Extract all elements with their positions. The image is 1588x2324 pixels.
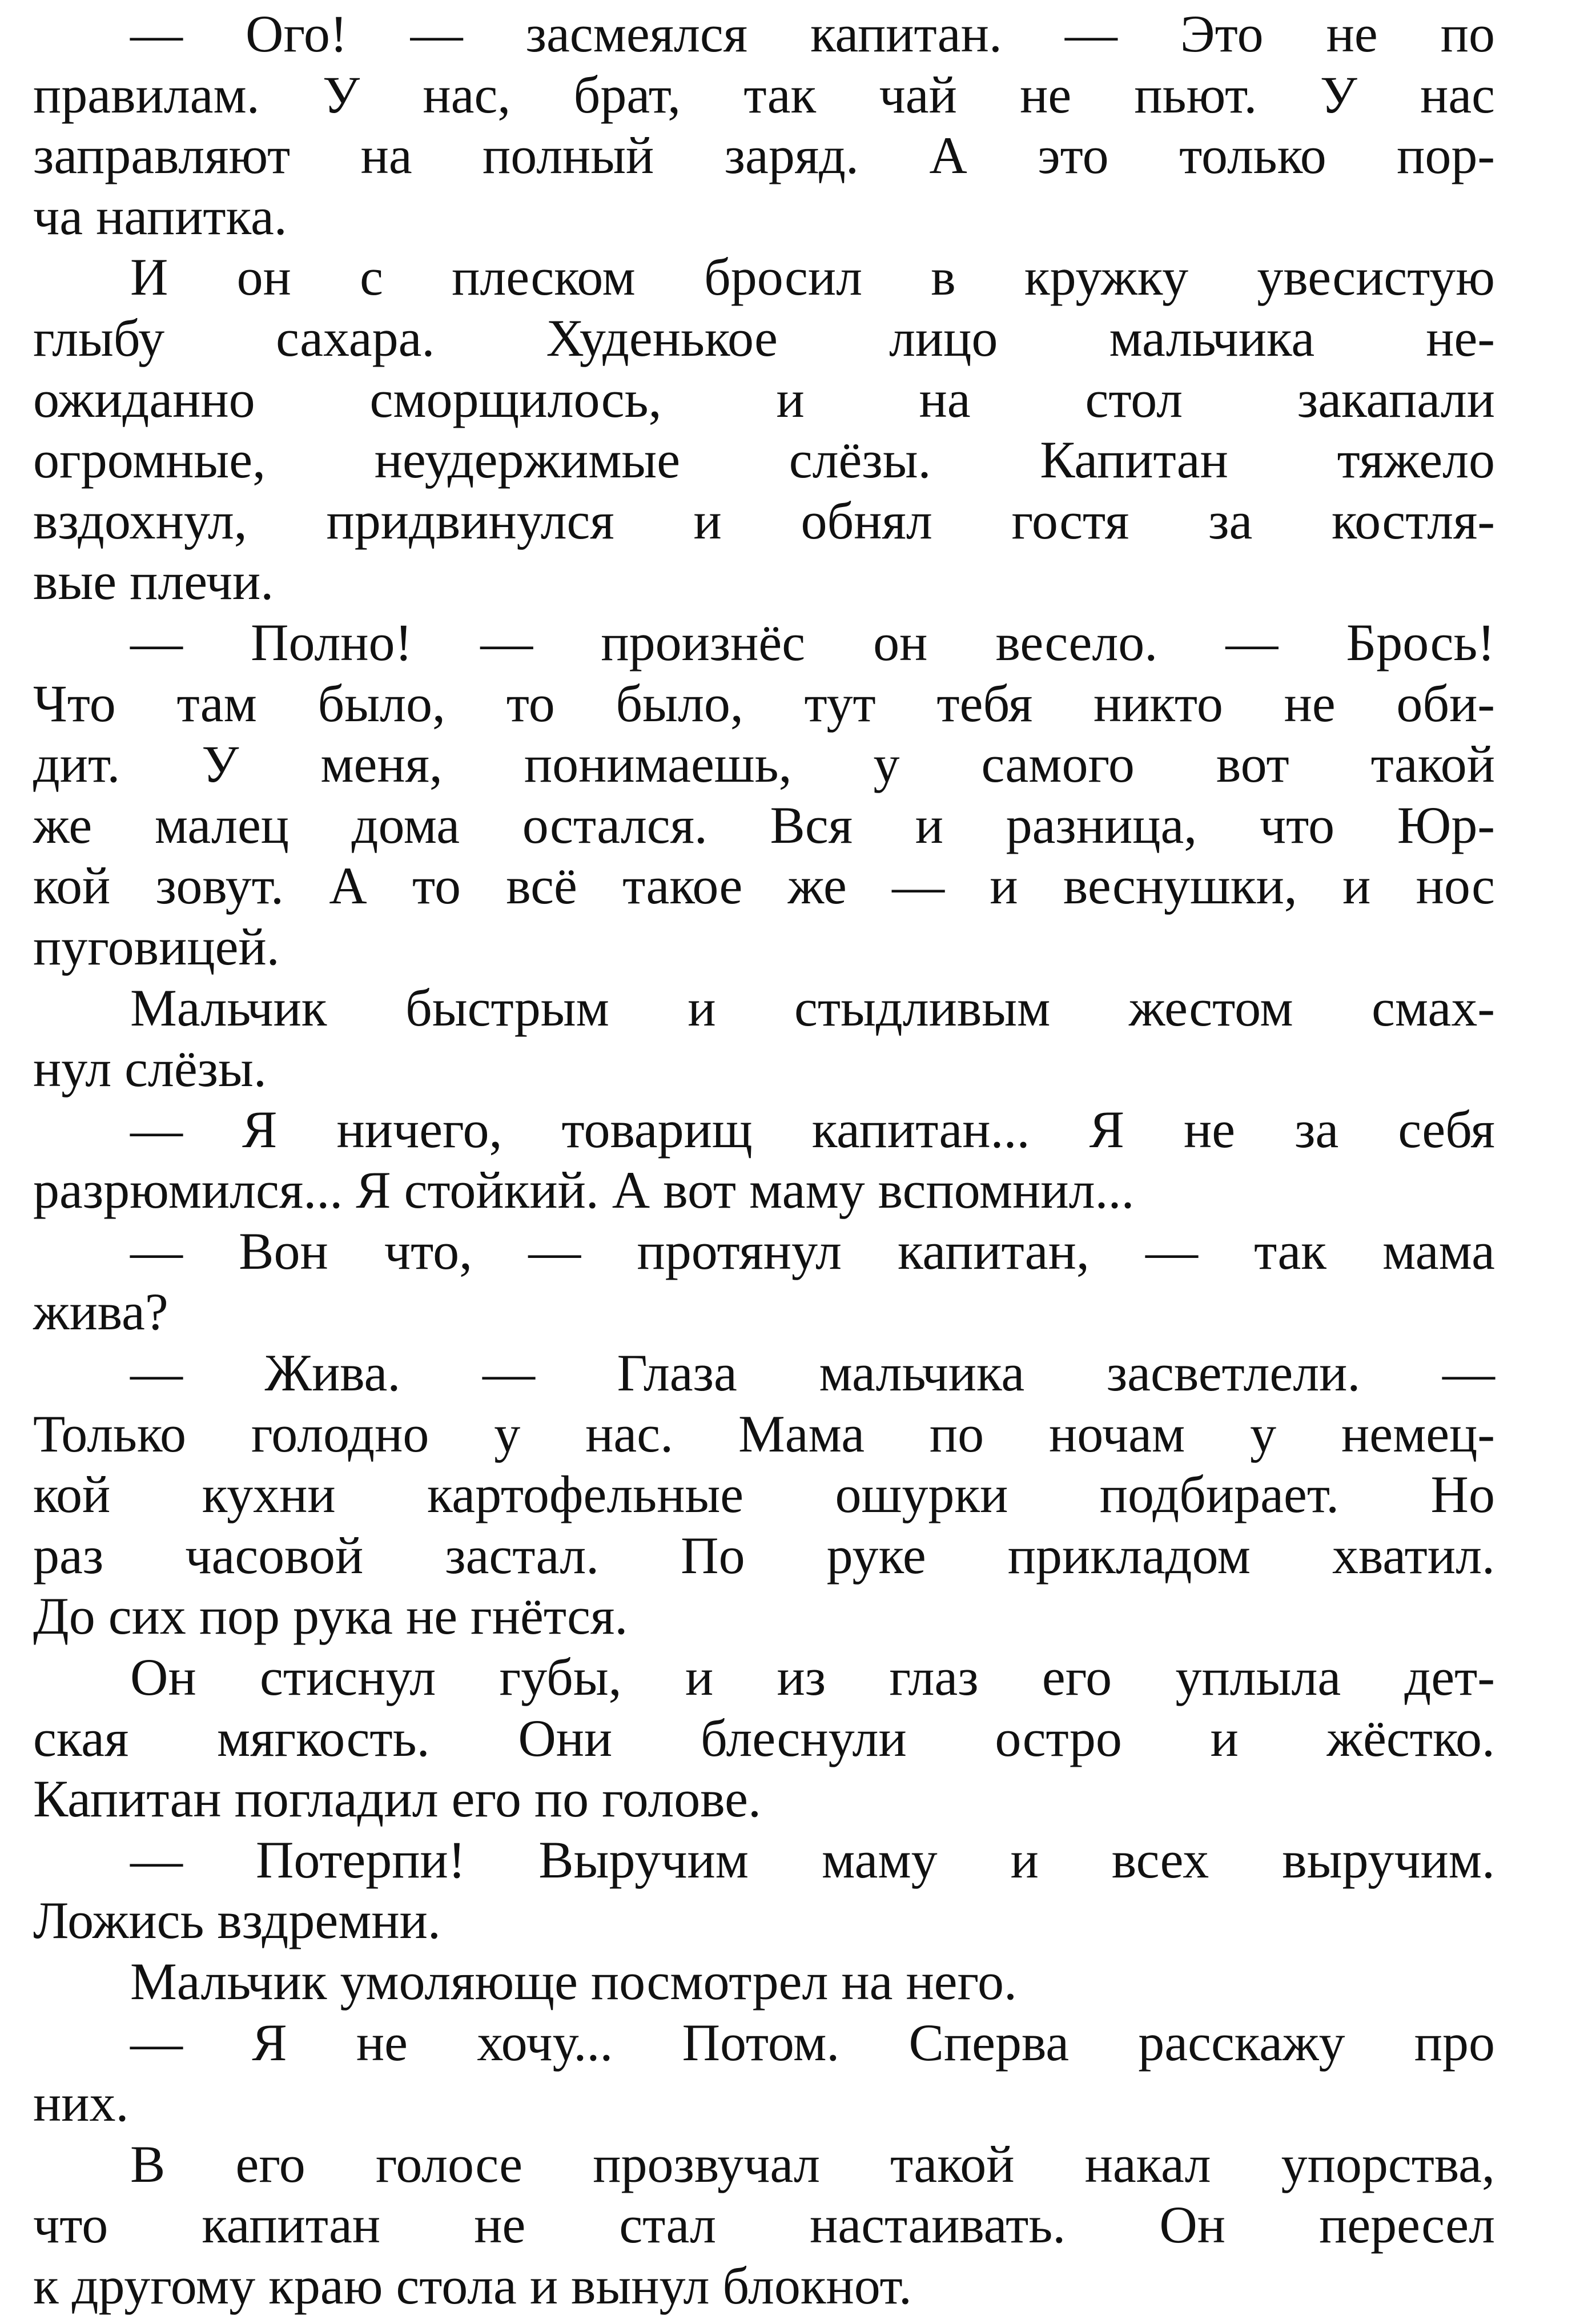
text-line: Мальчик быстрым и стыдливым жестом смах- [130,978,1495,1037]
text-line: Мальчик умоляюще посмотрел на него. [130,1952,1017,2011]
text-line: — Ого! — засмеялся капитан. — Это не по [130,5,1495,63]
text-line: — Вон что, — протянул капитан, — так мама [130,1221,1495,1280]
text-line: же малец дома остался. Вся и разница, что Юр- [33,795,1495,854]
text-line: пуговицей. [33,917,280,976]
text-line: Только голодно у нас. Мама по ночам у немец- [33,1404,1495,1463]
text-line: — Потерпи! Выручим маму и всех выручим. [130,1830,1495,1889]
text-line: ожиданно сморщилось, и на стол закапали [33,369,1495,428]
text-line: кой кухни картофельные ошурки подбирает. Но [33,1465,1495,1524]
text-line: дит. У меня, понимаешь, у самого вот такой [33,735,1495,794]
text-line: И он с плеском бросил в кружку увесистую [130,248,1495,307]
text-line: нул слёзы. [33,1039,267,1098]
text-line: к другому краю стола и вынул блокнот. [33,2256,912,2315]
text-line: них. [33,2074,129,2133]
text-line: ча напитка. [33,187,287,246]
text-line: заправляют на полный заряд. А это только пор- [33,126,1495,185]
text-line: Он стиснул губы, и из глаз его уплыла дет- [130,1648,1495,1707]
text-line: вые плечи. [33,552,274,611]
text-line: Ложись вздремни. [33,1891,441,1950]
text-line: До сих пор рука не гнётся. [33,1587,628,1646]
text-line: жива? [33,1282,168,1341]
text-line: ская мягкость. Они блеснули остро и жёстко. [33,1708,1495,1767]
text-line: что капитан не стал настаивать. Он пересел [33,2196,1495,2254]
text-line: — Я не хочу... Потом. Сперва расскажу про [130,2013,1495,2072]
text-line: Что там было, то было, тут тебя никто не оби- [33,674,1495,733]
text-line: кой зовут. А то всё такое же — и веснушки, и нос [33,857,1495,915]
text-line: — Я ничего, товарищ капитан... Я не за себя [130,1100,1495,1159]
text-line: — Жива. — Глаза мальчика засветлели. — [130,1344,1495,1402]
text-line: раз часовой застал. По руке прикладом хватил. [33,1526,1495,1585]
text-line: В его голосе прозвучал такой накал упорства, [130,2134,1495,2193]
text-line: разрюмился... Я стойкий. А вот маму вспомнил... [33,1161,1135,1220]
text-line: глыбу сахара. Худенькое лицо мальчика не- [33,308,1495,367]
text-line: вздохнул, придвинулся и обнял гостя за костля- [33,491,1495,550]
text-line: правилам. У нас, брат, так чай не пьют. У нас [33,65,1495,124]
text-line: огромные, неудержимые слёзы. Капитан тяжело [33,431,1495,489]
text-line: Капитан погладил его по голове. [33,1770,762,1828]
text-line: — Полно! — произнёс он весело. — Брось! [130,613,1495,672]
text-column [33,3,1495,2317]
